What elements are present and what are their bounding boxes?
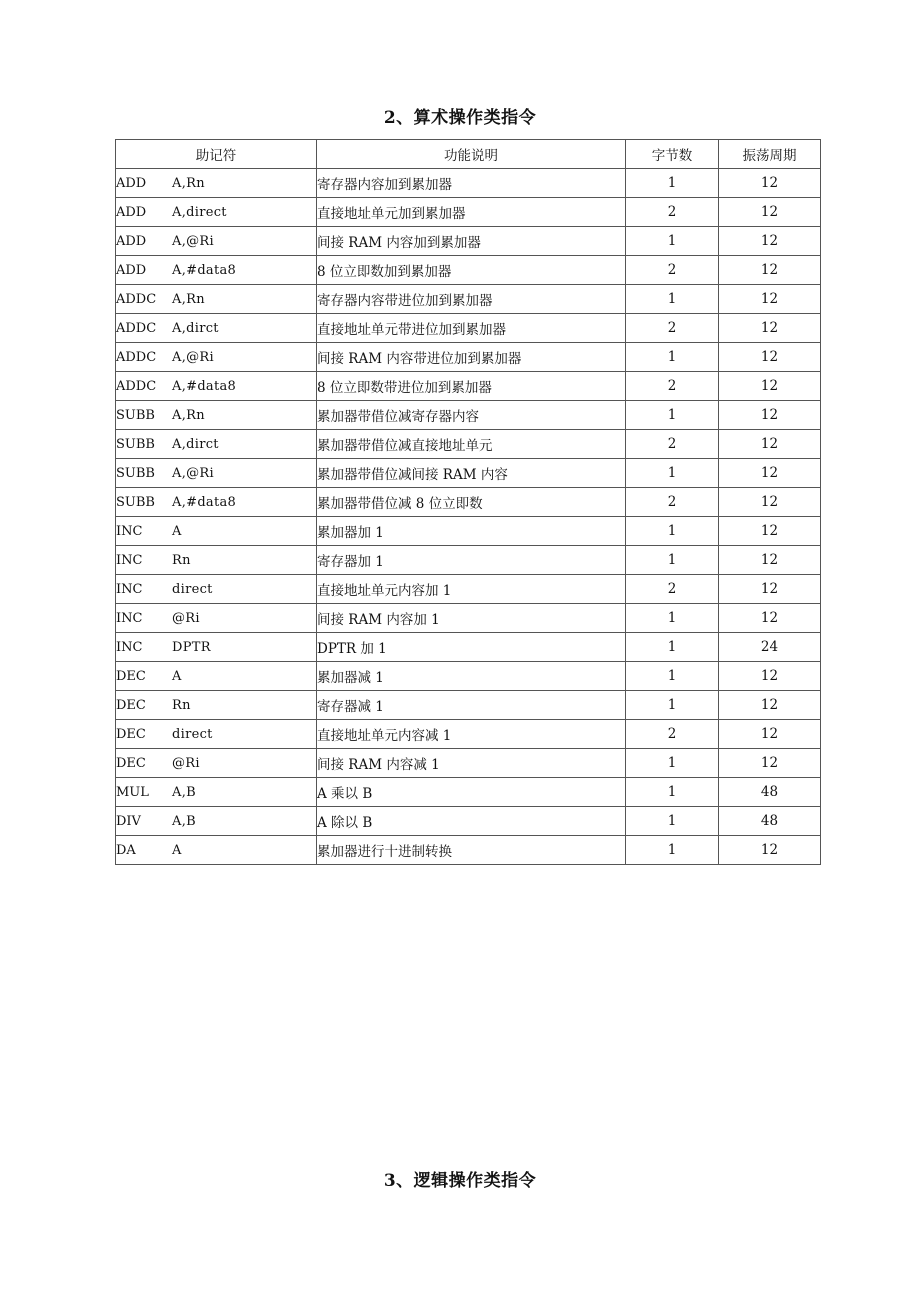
bytes-cell: 1 [626, 749, 719, 778]
bytes-cell: 1 [626, 227, 719, 256]
section-title: 3、逻辑操作类指令 [383, 1171, 537, 1191]
opcode: INC [116, 524, 143, 539]
mnemonic-cell [116, 836, 317, 865]
mnemonic-cell [116, 546, 317, 575]
bytes-cell: 1 [626, 778, 719, 807]
opcode: DA [116, 843, 136, 858]
opcode: INC [116, 582, 143, 597]
cycles-cell: 12 [719, 575, 821, 604]
opcode: ADD [116, 176, 147, 191]
mnemonic-cell [116, 720, 317, 749]
mnemonic-cell [116, 198, 317, 227]
opcode: INC [116, 611, 143, 626]
mnemonic-cell [116, 633, 317, 662]
description-cell: A 乘以 B [317, 778, 626, 807]
bytes-cell: 2 [626, 256, 719, 285]
mnemonic-cell [116, 256, 317, 285]
description-cell: 累加器带借位减寄存器内容 [317, 401, 626, 430]
operands: A,@Ri [172, 350, 214, 365]
operands: A,dirct [172, 321, 219, 336]
opcode: DEC [116, 698, 146, 713]
mnemonic-cell [116, 575, 317, 604]
table-row [116, 401, 821, 430]
table-row [116, 169, 821, 198]
table-row [116, 372, 821, 401]
cycles-cell: 12 [719, 430, 821, 459]
cycles-cell: 12 [719, 198, 821, 227]
cycles-cell: 12 [719, 836, 821, 865]
description-cell: 累加器进行十进制转换 [317, 836, 626, 865]
mnemonic-cell [116, 691, 317, 720]
opcode: SUBB [116, 437, 155, 452]
description-cell: 直接地址单元带进位加到累加器 [317, 314, 626, 343]
cycles-cell: 12 [719, 343, 821, 372]
opcode: INC [116, 640, 143, 655]
operands: A,#data8 [172, 379, 237, 394]
opcode: DEC [116, 669, 146, 684]
description-cell: 累加器带借位减 8 位立即数 [317, 488, 626, 517]
mnemonic-cell [116, 459, 317, 488]
operands: A,Rn [172, 176, 205, 191]
mnemonic-cell [116, 285, 317, 314]
header-cycles: 振荡周期 [719, 140, 821, 169]
table-row [116, 633, 821, 662]
bytes-cell: 1 [626, 662, 719, 691]
table-row [116, 430, 821, 459]
table-row [116, 749, 821, 778]
table-row [116, 807, 821, 836]
mnemonic-cell [116, 227, 317, 256]
bytes-cell: 2 [626, 575, 719, 604]
table-row [116, 227, 821, 256]
mnemonic-cell [116, 749, 317, 778]
table-row [116, 459, 821, 488]
operands: A,@Ri [172, 466, 214, 481]
operands: A,direct [172, 205, 227, 220]
bytes-cell: 1 [626, 807, 719, 836]
bytes-cell: 2 [626, 488, 719, 517]
cycles-cell: 12 [719, 227, 821, 256]
operands: A [172, 669, 182, 684]
table-row [116, 720, 821, 749]
cycles-cell: 12 [719, 459, 821, 488]
bytes-cell: 2 [626, 372, 719, 401]
table-row [116, 662, 821, 691]
operands: A,Rn [172, 408, 205, 423]
table-row [116, 256, 821, 285]
cycles-cell: 12 [719, 546, 821, 575]
cycles-cell: 12 [719, 372, 821, 401]
bytes-cell: 1 [626, 401, 719, 430]
cycles-cell: 12 [719, 256, 821, 285]
bytes-cell: 2 [626, 720, 719, 749]
mnemonic-cell [116, 662, 317, 691]
header-bytes: 字节数 [626, 140, 719, 169]
operands: direct [172, 582, 213, 597]
instruction-table [115, 139, 821, 865]
opcode: DEC [116, 756, 146, 771]
table-header-row [116, 140, 821, 169]
bytes-cell: 2 [626, 430, 719, 459]
operands: @Ri [172, 756, 200, 771]
opcode: DIV [116, 814, 141, 829]
mnemonic-cell [116, 807, 317, 836]
cycles-cell: 48 [719, 807, 821, 836]
description-cell: 8 位立即数加到累加器 [317, 256, 626, 285]
table-row [116, 546, 821, 575]
cycles-cell: 12 [719, 401, 821, 430]
table-row [116, 604, 821, 633]
operands: A,Rn [172, 292, 205, 307]
description-cell: 累加器带借位减直接地址单元 [317, 430, 626, 459]
bytes-cell: 2 [626, 314, 719, 343]
description-cell: 间接 RAM 内容加到累加器 [317, 227, 626, 256]
cycles-cell: 12 [719, 314, 821, 343]
operands: DPTR [172, 640, 211, 655]
opcode: ADDC [116, 321, 157, 336]
cycles-cell: 12 [719, 169, 821, 198]
bytes-cell: 1 [626, 633, 719, 662]
cycles-cell: 48 [719, 778, 821, 807]
opcode: SUBB [116, 466, 155, 481]
opcode: MUL [116, 785, 149, 800]
description-cell: 寄存器加 1 [317, 546, 626, 575]
description-cell: 寄存器内容加到累加器 [317, 169, 626, 198]
description-cell: 直接地址单元内容加 1 [317, 575, 626, 604]
section-title: 2、算术操作类指令 [383, 108, 537, 128]
bytes-cell: 1 [626, 546, 719, 575]
opcode: INC [116, 553, 143, 568]
cycles-cell: 12 [719, 720, 821, 749]
bytes-cell: 1 [626, 604, 719, 633]
description-cell: 直接地址单元加到累加器 [317, 198, 626, 227]
opcode: DEC [116, 727, 146, 742]
bytes-cell: 1 [626, 836, 719, 865]
cycles-cell: 12 [719, 488, 821, 517]
cycles-cell: 12 [719, 285, 821, 314]
mnemonic-cell [116, 401, 317, 430]
operands: Rn [172, 698, 191, 713]
operands: A,@Ri [172, 234, 214, 249]
table-row [116, 198, 821, 227]
table-row [116, 314, 821, 343]
bytes-cell: 1 [626, 459, 719, 488]
description-cell: 直接地址单元内容减 1 [317, 720, 626, 749]
description-cell: 寄存器减 1 [317, 691, 626, 720]
description-cell: 累加器加 1 [317, 517, 626, 546]
cycles-cell: 12 [719, 749, 821, 778]
operands: A [172, 843, 182, 858]
cycles-cell: 24 [719, 633, 821, 662]
mnemonic-cell [116, 314, 317, 343]
table-row [116, 836, 821, 865]
opcode: ADD [116, 263, 147, 278]
opcode: ADDC [116, 379, 157, 394]
table-row [116, 343, 821, 372]
operands: A,B [172, 814, 196, 829]
operands: direct [172, 727, 213, 742]
description-cell: A 除以 B [317, 807, 626, 836]
opcode: ADD [116, 234, 147, 249]
description-cell: 累加器减 1 [317, 662, 626, 691]
operands: A [172, 524, 182, 539]
mnemonic-cell [116, 372, 317, 401]
bytes-cell: 1 [626, 285, 719, 314]
table-row [116, 285, 821, 314]
bytes-cell: 1 [626, 343, 719, 372]
mnemonic-cell [116, 604, 317, 633]
bytes-cell: 1 [626, 517, 719, 546]
operands: Rn [172, 553, 191, 568]
description-cell: 8 位立即数带进位加到累加器 [317, 372, 626, 401]
operands: @Ri [172, 611, 200, 626]
opcode: SUBB [116, 408, 155, 423]
operands: A,B [172, 785, 196, 800]
cycles-cell: 12 [719, 691, 821, 720]
table-row [116, 575, 821, 604]
operands: A,#data8 [172, 263, 237, 278]
header-mnemonic: 助记符 [116, 140, 317, 169]
opcode: SUBB [116, 495, 155, 510]
mnemonic-cell [116, 778, 317, 807]
mnemonic-cell [116, 169, 317, 198]
description-cell: 间接 RAM 内容带进位加到累加器 [317, 343, 626, 372]
description-cell: DPTR 加 1 [317, 633, 626, 662]
bytes-cell: 1 [626, 691, 719, 720]
description-cell: 间接 RAM 内容加 1 [317, 604, 626, 633]
description-cell: 间接 RAM 内容减 1 [317, 749, 626, 778]
mnemonic-cell [116, 488, 317, 517]
table-row [116, 517, 821, 546]
mnemonic-cell [116, 430, 317, 459]
mnemonic-cell [116, 343, 317, 372]
description-cell: 寄存器内容带进位加到累加器 [317, 285, 626, 314]
cycles-cell: 12 [719, 604, 821, 633]
operands: A,#data8 [172, 495, 237, 510]
bytes-cell: 1 [626, 169, 719, 198]
mnemonic-cell [116, 517, 317, 546]
bytes-cell: 2 [626, 198, 719, 227]
opcode: ADDC [116, 292, 157, 307]
cycles-cell: 12 [719, 517, 821, 546]
table-row [116, 778, 821, 807]
operands: A,dirct [172, 437, 219, 452]
header-description: 功能说明 [317, 140, 626, 169]
cycles-cell: 12 [719, 662, 821, 691]
table-row [116, 691, 821, 720]
description-cell: 累加器带借位减间接 RAM 内容 [317, 459, 626, 488]
table-row [116, 488, 821, 517]
opcode: ADD [116, 205, 147, 220]
opcode: ADDC [116, 350, 157, 365]
